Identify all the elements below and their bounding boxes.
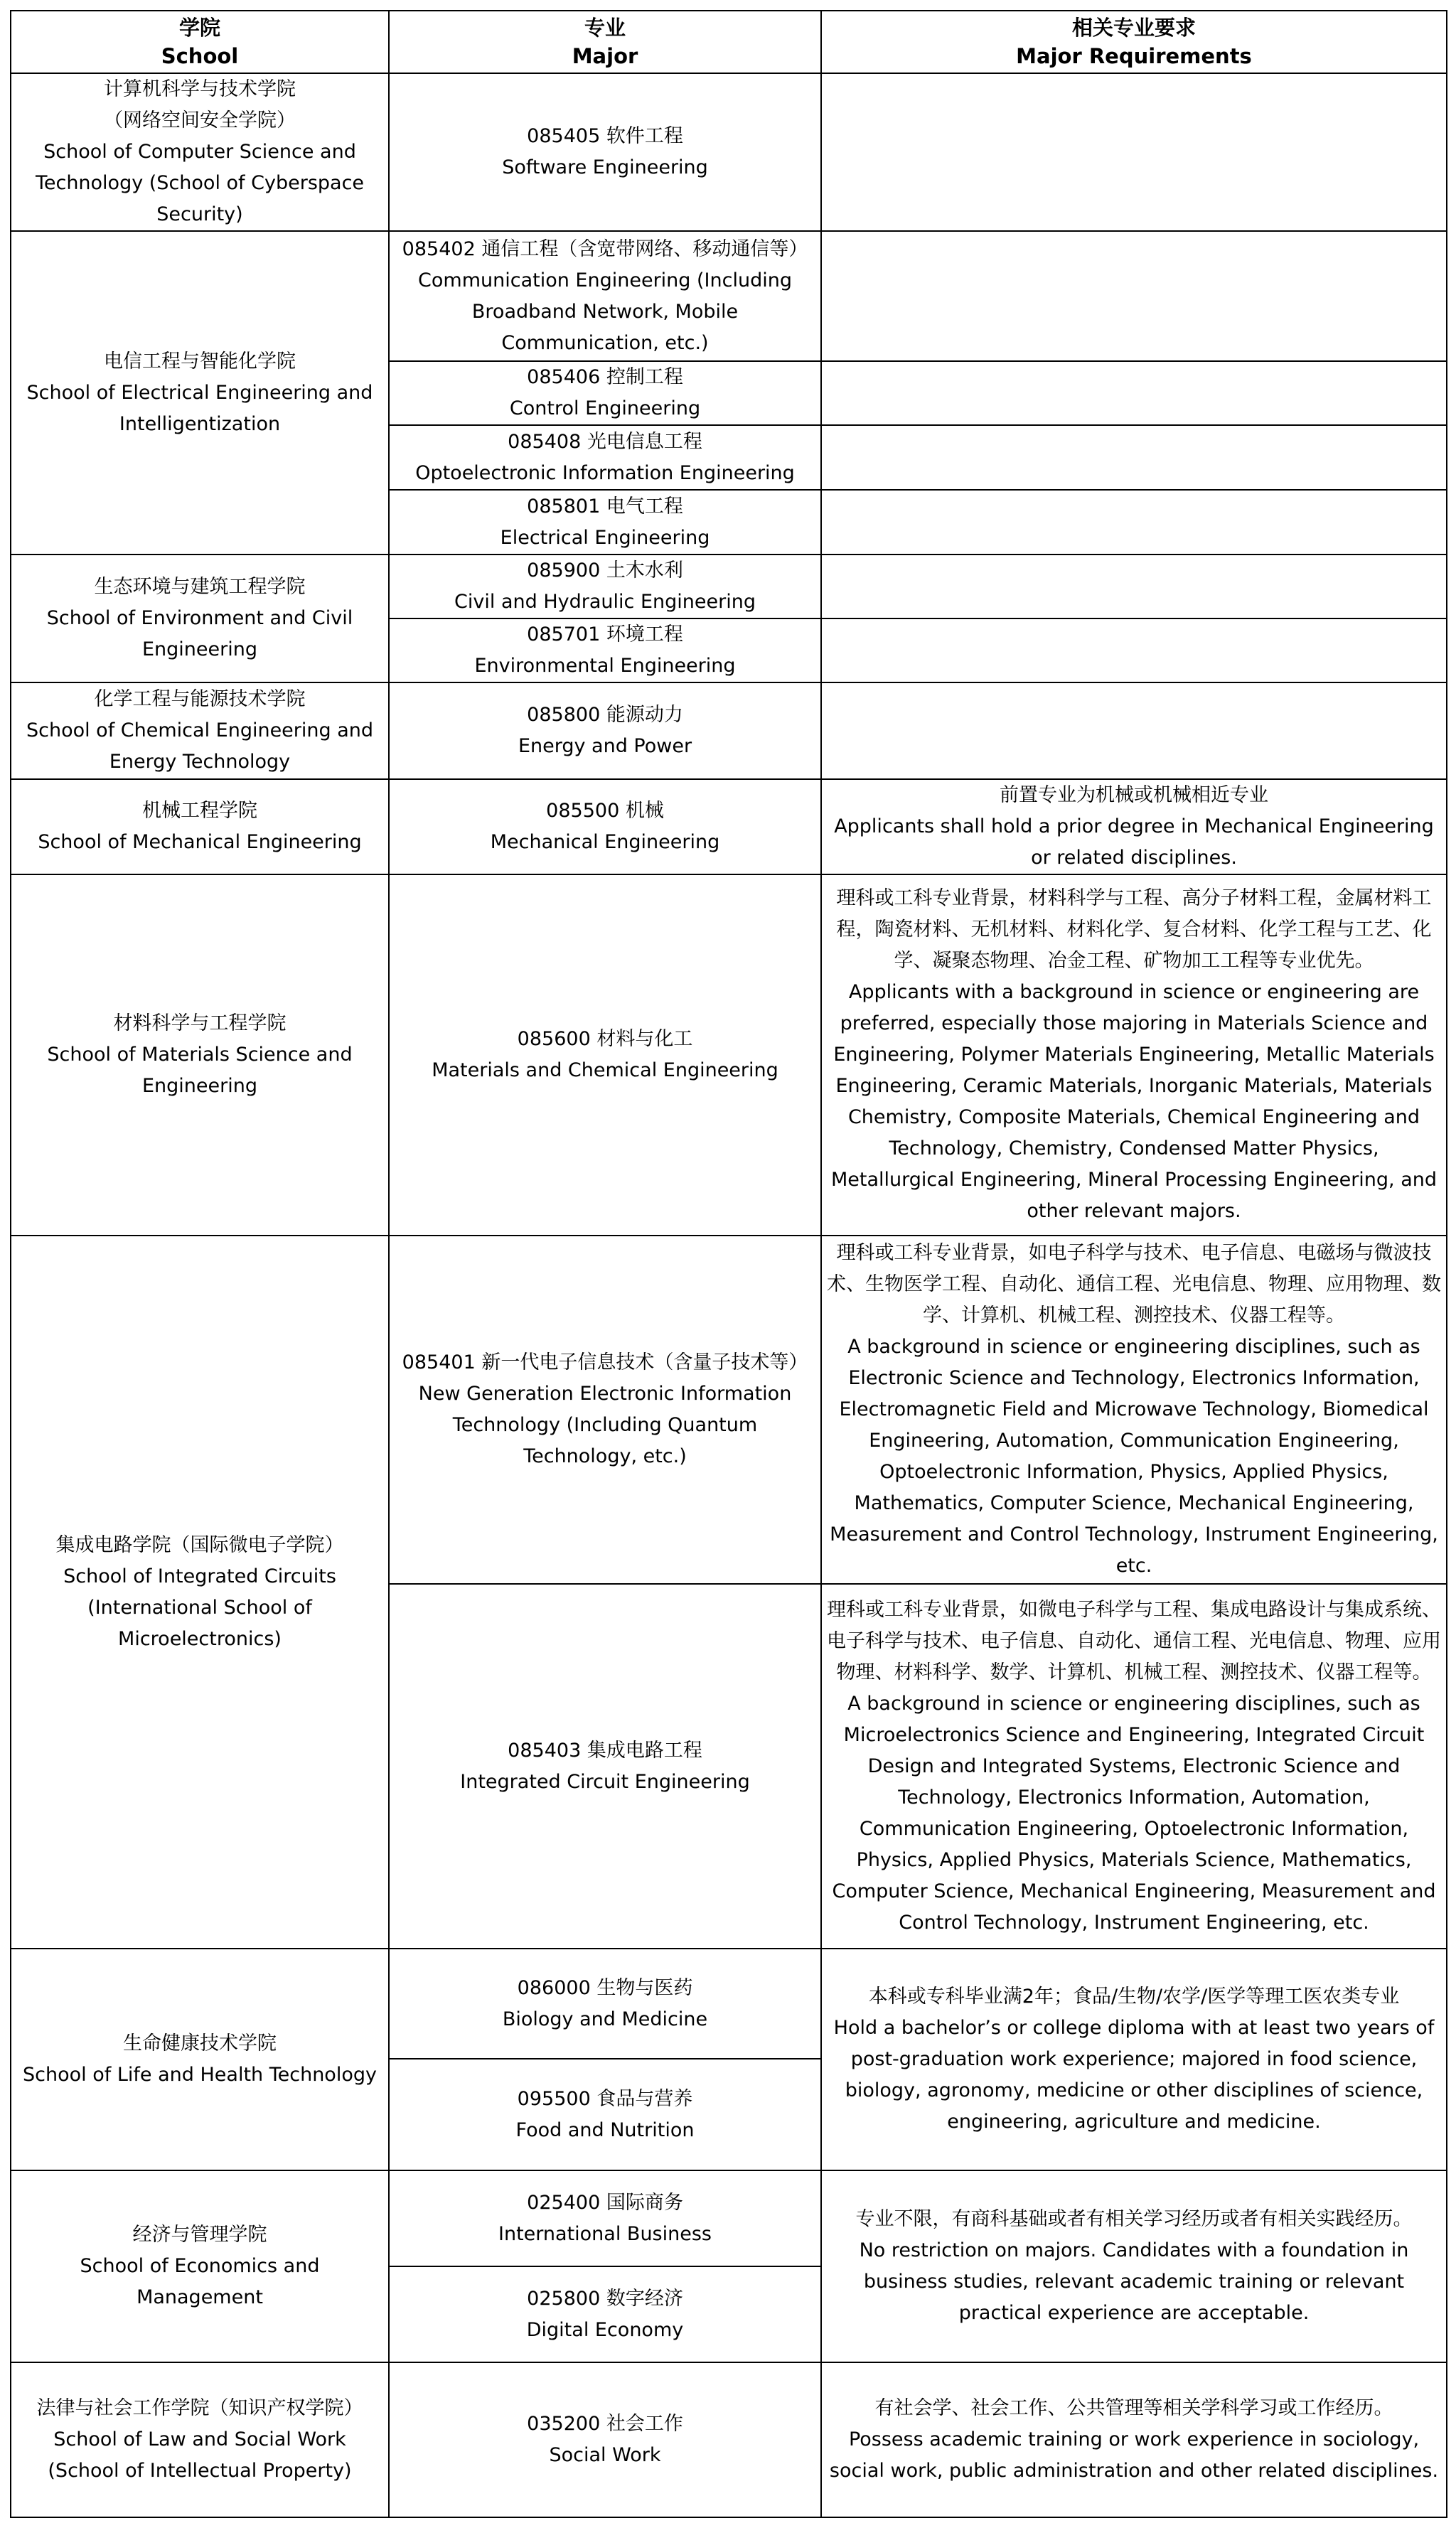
requirement-text: 理科或工科专业背景，材料科学与工程、高分子材料工程，金属材料工程，陶瓷材料、无机材料、材料化学、复合材料、化学工程与工艺、化学、凝聚态物理、冶金工程、矿物加工工程等专业优先。 Applicants with a background in science or engineering are preferred, especially those majoring in Materials Science and Engineering, Polymer Materials Engineering, Metallic Materials Engineering, Ceramic Materials, Inorganic Materials, Materials Chemistry, Composite Materials, Chemical Engineering and Technology, Chemistry, Condensed Matter Physics, Metallurgical Engineering, Mineral Processing Engineering, and other relevant majors. [830, 887, 1438, 1222]
requirement-cell [821, 490, 1447, 555]
major-text: 085401 新一代电子信息技术（含量子技术等） New Generation Electronic Information Technology (Including Quantum Technology, etc.) [402, 1351, 808, 1467]
major-text: 085500 机械 Mechanical Engineering [490, 800, 720, 853]
requirement-text: 前置专业为机械或机械相近专业 Applicants shall hold a prior degree in Mechanical Engineering or related disciplines. [834, 784, 1434, 869]
requirement-cell [821, 682, 1447, 779]
major-cell [389, 1584, 821, 1949]
school-cell [11, 2362, 389, 2517]
table-row [11, 1236, 1447, 1584]
requirement-cell [821, 1584, 1447, 1949]
major-text: 025800 数字经济 Digital Economy [526, 2287, 684, 2341]
school-cell [11, 1949, 389, 2170]
major-cell [389, 73, 821, 231]
major-cell [389, 490, 821, 555]
major-cell [389, 682, 821, 779]
major-cell [389, 1236, 821, 1584]
requirement-cell [821, 231, 1447, 361]
major-text: 085701 环境工程 Environmental Engineering [474, 623, 736, 677]
requirement-text: 专业不限，有商科基础或者有相关学习经历或者有相关实践经历。 No restriction on majors. Candidates with a foundation in business studies, relevant academic training or relevant practical experience are acceptable. [855, 2208, 1413, 2324]
requirement-cell [821, 73, 1447, 231]
school-cell [11, 779, 389, 874]
header-requirements [821, 11, 1447, 73]
table-row [11, 682, 1447, 779]
requirement-cell [821, 425, 1447, 490]
table-row [11, 779, 1447, 874]
school-cell [11, 874, 389, 1236]
school-cell [11, 2170, 389, 2362]
school-cell [11, 682, 389, 779]
header-row [11, 11, 1447, 73]
major-text: 085801 电气工程 Electrical Engineering [500, 495, 710, 549]
major-text: 085600 材料与化工 Materials and Chemical Engineering [432, 1028, 778, 1081]
school-text: 材料科学与工程学院 School of Materials Science and Engineering [47, 1012, 353, 1097]
header-major [389, 11, 821, 73]
major-cell [389, 618, 821, 682]
school-text: 电信工程与智能化学院 School of Electrical Engineering and Intelligentization [26, 350, 373, 435]
requirement-cell [821, 2170, 1447, 2362]
requirement-cell [821, 874, 1447, 1236]
major-cell [389, 2266, 821, 2362]
header-major-en: Major [572, 44, 638, 68]
table-row [11, 874, 1447, 1236]
header-school-zh: 学院 [178, 16, 220, 40]
header-req-zh: 相关专业要求 [1071, 16, 1196, 40]
requirement-cell [821, 779, 1447, 874]
school-text: 化学工程与能源技术学院 School of Chemical Engineering and Energy Technology [26, 688, 374, 773]
school-cell [11, 1236, 389, 1949]
major-text: 035200 社会工作 Social Work [527, 2413, 683, 2466]
school-text: 计算机科学与技术学院 （网络空间安全学院） School of Computer Science and Technology (School of Cyberspace Security) [35, 78, 365, 225]
school-text: 生命健康技术学院 School of Life and Health Technology [23, 2032, 377, 2086]
table-row [11, 73, 1447, 231]
header-req-en: Major Requirements [1016, 44, 1252, 68]
school-text: 机械工程学院 School of Mechanical Engineering [38, 800, 362, 853]
major-cell [389, 425, 821, 490]
header-major-zh: 专业 [584, 16, 626, 40]
major-cell [389, 779, 821, 874]
major-text: 085402 通信工程（含宽带网络、移动通信等） Communication Engineering (Including Broadband Network, Mobile Communication, etc.) [402, 237, 808, 354]
requirement-cell [821, 1236, 1447, 1584]
requirement-text: 有社会学、社会工作、公共管理等相关学科学习或工作经历。 Possess academic training or work experience in sociology, social work, public administration and other related disciplines. [829, 2397, 1439, 2482]
major-cell [389, 231, 821, 361]
school-text: 集成电路学院（国际微电子学院） School of Integrated Circuits (International School of Microelectronics) [55, 1533, 344, 1650]
school-cell [11, 73, 389, 231]
header-school [11, 11, 389, 73]
major-text: 085800 能源动力 Energy and Power [518, 704, 692, 757]
header-school-en: School [161, 44, 239, 68]
major-cell [389, 555, 821, 618]
table-row [11, 1949, 1447, 2059]
table-row [11, 231, 1447, 361]
major-cell [389, 2059, 821, 2170]
major-cell [389, 874, 821, 1236]
major-text: 025400 国际商务 International Business [498, 2191, 712, 2245]
major-text: 085408 光电信息工程 Optoelectronic Information Engineering [415, 430, 795, 484]
school-cell [11, 555, 389, 682]
table-row [11, 2170, 1447, 2266]
major-cell [389, 361, 821, 425]
major-text: 086000 生物与医药 Biology and Medicine [502, 1976, 708, 2030]
major-text: 085403 集成电路工程 Integrated Circuit Engineering [460, 1739, 750, 1793]
requirement-cell [821, 618, 1447, 682]
major-text: 095500 食品与营养 Food and Nutrition [515, 2087, 695, 2141]
requirement-text: 理科或工科专业背景，如微电子科学与工程、集成电路设计与集成系统、电子科学与技术、电子信息、自动化、通信工程、光电信息、物理、应用物理、材料科学、数学、计算机、机械工程、测控技术、仪器工程等。 A background in science or engineering disciplines, such as Microelectronics Science and Engineering, Integrated Circuit Design and Integrated Systems, Electronic Science and Technology, Electronics Information, Automation, Communication Engineering, Optoelectronic Information, Physics, Applied Physics, Materials Science, Mathematics, Computer Science, Mechanical Engineering, Measurement and Control Technology, Instrument Engineering, etc. [827, 1598, 1441, 1934]
requirement-cell [821, 555, 1447, 618]
requirement-text: 本科或专科毕业满2年；食品/生物/农学/医学等理工医农类专业 Hold a bachelor’s or college diploma with at least two years of post-graduation work experience; majored in food science, biology, agronomy, medicine or other disciplines of science, engineering, agriculture and medicine. [833, 1986, 1435, 2133]
school-cell [11, 231, 389, 555]
requirement-cell [821, 2362, 1447, 2517]
table-row [11, 555, 1447, 618]
school-text: 法律与社会工作学院（知识产权学院） School of Law and Social Work (School of Intellectual Property) [36, 2397, 363, 2482]
major-text: 085405 软件工程 Software Engineering [502, 125, 708, 178]
school-text: 经济与管理学院 School of Economics and Management [80, 2224, 320, 2308]
requirement-cell [821, 361, 1447, 425]
table-row [11, 2362, 1447, 2517]
major-cell [389, 2362, 821, 2517]
requirement-cell [821, 1949, 1447, 2170]
requirement-text: 理科或工科专业背景，如电子科学与技术、电子信息、电磁场与微波技术、生物医学工程、自动化、通信工程、光电信息、物理、应用物理、数学、计算机、机械工程、测控技术、仪器工程等。 A background in science or engineering disciplines, such as Electronic Science and Technology, Electronics Information, Electromagnetic Field and Microwave Technology, Biomedical Engineering, Automation, Communication Engineering, Optoelectronic Information, Physics, Applied Physics, Mathematics, Computer Science, Mechanical Engineering, Measurement and Control Technology, Instrument Engineering, etc. [827, 1242, 1441, 1577]
major-text: 085900 土木水利 Civil and Hydraulic Engineering [454, 559, 756, 613]
school-text: 生态环境与建筑工程学院 School of Environment and Civil Engineering [46, 576, 353, 660]
major-cell [389, 1949, 821, 2059]
major-text: 085406 控制工程 Control Engineering [509, 366, 701, 419]
admissions-table [10, 10, 1447, 2518]
major-cell [389, 2170, 821, 2266]
